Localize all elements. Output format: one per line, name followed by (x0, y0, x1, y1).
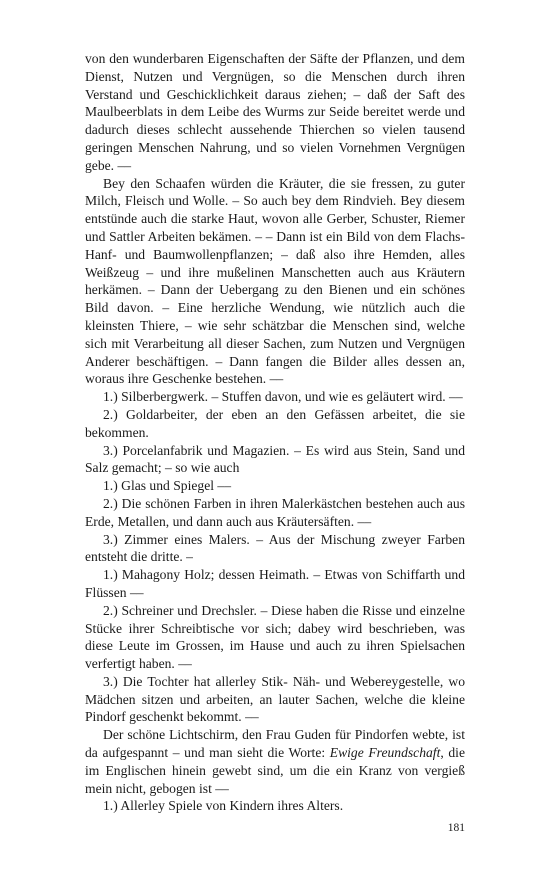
paragraph-10: 2.) Schreiner und Drechsler. – Diese haben die Risse und einzelne Stücke ihrer Schreibtische vor sich; dabey wird beschrieben, was diese Leute im Grossen, im Hause und auch zu ihren Spielsachen verfertigt haben. –– (85, 602, 465, 672)
paragraph-6: 1.) Glas und Spiegel –– (103, 478, 231, 494)
paragraph-lichtschirm (85, 726, 465, 797)
lichtschirm-text-after: , die im Englischen hinein gewebt sind, um die ein Kranz von vergieß mein nicht, gebogen ist –– (85, 745, 465, 796)
paragraph-5: 3.) Porcelanfabrik und Magazien. – Es wird aus Stein, Sand und Salz gemacht; – so wie auch (85, 442, 465, 476)
paragraph-1: von den wunderbaren Eigenschaften der Säfte der Pflanzen, und dem Dienst, Nutzen und Vergnügen, so die Menschen durch ihren Verstand und Geschicklichkeit daraus ziehen; – daß der Saft des Maulbeerblats in dem Leibe des Wurms zur Seide bereitet werde und dadurch dieses schlecht aussehende Thierchen so vielen tausend geringen Menschen Nahrung, und so vielen Vornehmen Vergnügen gebe. –– (85, 51, 465, 173)
paragraph-3: 1.) Silberbergwerk. – Stuffen davon, und wie es geläutert wird. –– (103, 389, 463, 405)
page-body (85, 50, 465, 815)
paragraph-last: 1.) Allerley Spiele von Kindern ihres Alters. (103, 798, 344, 814)
paragraph-2: Bey den Schaafen würden die Kräuter, die sie fressen, zu guter Milch, Fleisch und Wolle. – So auch bey dem Rindvieh. Bey diesem entstünde auch die starke Haut, wovon alle Gerber, Schuster, Riemer und Sattler Arbeiten bekämen. – – Dann ist ein Bild von dem Flachs- Hanf- und Baumwollenpflanzen; – daß also ihre Hemden, alles Weißzeug – und ihre mußelinen Manschetten auch aus Kräutern herkämen. – Dann der Uebergang zu den Bienen und ein schönes Bild davon. – Eine herzliche Wendung, wie nützlich auch die kleinsten Thiere, – wie sehr schätzbar die Menschen sind, welche sich mit Verarbeitung all dieser Sachen, zum Nutzen und Vergnügen Anderer beschäftigen. – Dann fangen die Bilder alles dessen an, woraus ihre Geschenke bestehen. –– (85, 175, 465, 387)
lichtschirm-motto: Ewige Freundschaft (329, 745, 441, 761)
paragraph-11: 3.) Die Tochter hat allerley Stik- Näh- und Webereygestelle, wo Mädchen sitzen und arbeiten, an lauter Sachen, welche die kleine Pindorf geschenkt bekommt. –– (85, 673, 465, 725)
paragraph-8: 3.) Zimmer eines Malers. – Aus der Mischung zweyer Farben entsteht die dritte. – (85, 531, 465, 565)
lichtschirm-text-before: Der schöne Lichtschirm, den Frau Guden für Pindorfen webte, ist da aufgespannt – und man sieht die Worte: (85, 727, 465, 761)
paragraph-9: 1.) Mahagony Holz; dessen Heimath. – Etwas von Schiffarth und Flüssen –– (85, 567, 465, 600)
paragraph-4: 2.) Goldarbeiter, der eben an den Gefässen arbeitet, die sie bekommen. (85, 406, 465, 440)
paragraph-7: 2.) Die schönen Farben in ihren Malerkästchen bestehen auch aus Erde, Metallen, und dann auch aus Kräutersäften. –– (85, 495, 465, 529)
page-number: 181 (447, 822, 465, 834)
